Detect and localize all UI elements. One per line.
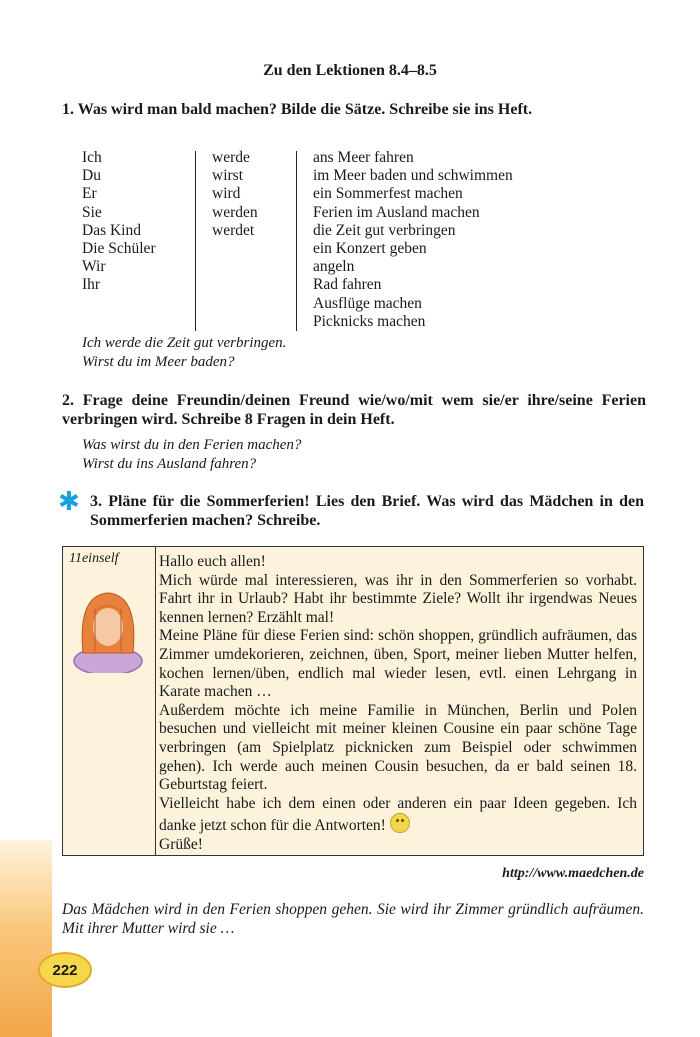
- subject-item: Du: [82, 167, 101, 185]
- verb-item: wirst: [212, 167, 243, 185]
- letter-paragraph: Mich würde mal interessieren, was ihr in den Sommerferien so vorhabt. Fahrt ihr in Urlaub? Habt ihr bestimmte Ziele? Wollt ihr irgendwas Neues kennen lernen? Erzählt mal!: [159, 571, 637, 626]
- page-number: 222: [38, 952, 92, 988]
- activity-item: die Zeit gut verbringen: [313, 221, 456, 239]
- task1-examples: [82, 334, 642, 372]
- source-url: http://www.maedchen.de: [502, 866, 644, 881]
- star-icon: ✱: [58, 487, 80, 517]
- subject-item: Wir: [82, 258, 106, 276]
- letter-paragraph: Vielleicht habe ich dem einen oder anderen ein paar Ideen gegeben. Ich danke jetzt schon für die Antworten!: [159, 794, 637, 835]
- subject-item: Er: [82, 185, 97, 203]
- subjects-column: [82, 149, 156, 295]
- activity-item: Ausflüge machen: [313, 294, 422, 312]
- avatar: [69, 583, 147, 673]
- verb-item: werde: [212, 149, 250, 166]
- author-username: 11einself: [69, 551, 119, 566]
- subject-item: Die Schüler: [82, 240, 156, 258]
- task3-continuation: Das Mädchen wird in den Ferien shoppen gehen. Sie wird ihr Zimmer gründlich aufräumen. Mit ihrer Mutter wird sie …: [62, 901, 644, 937]
- page-title: Zu den Lektionen 8.4–8.5: [263, 62, 437, 79]
- verb-item: wird: [212, 185, 241, 203]
- example-question: Was wirst du in den Ferien machen?: [82, 437, 302, 453]
- activity-item: Rad fahren: [313, 276, 382, 294]
- letter-body: [159, 553, 637, 855]
- activity-item: ein Sommerfest machen: [313, 185, 463, 203]
- letter-paragraph-last: [159, 795, 637, 836]
- activity-item: Picknicks machen: [313, 312, 426, 330]
- example-question: Wirst du ins Ausland fahren?: [82, 456, 257, 472]
- task1-heading: 1. Was wird man bald machen? Bilde die Sätze. Schreibe sie ins Heft.: [62, 101, 533, 118]
- activity-item: Ferien im Ausland machen: [313, 203, 480, 221]
- activity-item: ein Konzert geben: [313, 240, 427, 258]
- activity-item: angeln: [313, 258, 355, 276]
- subject-item: Ich: [82, 149, 102, 166]
- example-sentence: Wirst du im Meer baden?: [82, 354, 235, 370]
- task2-examples: [82, 436, 642, 474]
- subject-item: Ihr: [82, 276, 101, 294]
- task3-heading: 3. Pläne für die Sommerferien! Lies den Brief. Was wird das Mädchen in den Sommerferien machen? Schreibe.: [90, 493, 644, 529]
- task2-heading: 2. Frage deine Freundin/deinen Freund wie/wo/mit wem sie/er ihre/seine Ferien verbringen wird. Schreibe 8 Fragen in dein Heft.: [62, 392, 646, 428]
- forum-letter: [62, 546, 644, 856]
- verbs-column: [212, 149, 258, 240]
- subject-item: Sie: [82, 203, 102, 221]
- letter-author-panel: [63, 547, 156, 855]
- verb-item: werdet: [212, 221, 255, 239]
- column-divider: [195, 151, 196, 331]
- subject-item: Das Kind: [82, 221, 141, 239]
- verb-item: werden: [212, 203, 258, 221]
- letter-closing: Grüße!: [159, 835, 203, 853]
- letter-paragraph: Meine Pläne für diese Ferien sind: schön shoppen, gründlich aufräumen, das Zimmer umdekorieren, zeichnen, üben, Sport, meiner lieben Mutter helfen, kochen lernen/üben, endlich mal wieder lesen, evtl. einen Lehrgang in Karate machen …: [159, 627, 637, 701]
- page-edge-stripe: [0, 840, 52, 1037]
- activity-item: ans Meer fahren: [313, 149, 414, 166]
- activity-item: im Meer baden und schwimmen: [313, 167, 513, 185]
- column-divider: [296, 151, 297, 331]
- letter-greeting: Hallo euch allen!: [159, 553, 266, 570]
- example-sentence: Ich werde die Zeit gut verbringen.: [82, 335, 287, 351]
- smiley-icon: [390, 813, 410, 833]
- letter-paragraph: Außerdem möchte ich meine Familie in München, Berlin und Polen besuchen und vielleicht mit meiner kleinen Cousine ein paar schöne Tage verbringen (am Spielplatz picknicken zum Beispiel oder schwimmen gehen). Ich werde auch meinen Cousin besuchen, da er bald seinen 18. Geburtstag feiert.: [159, 701, 637, 794]
- activities-column: [313, 149, 513, 331]
